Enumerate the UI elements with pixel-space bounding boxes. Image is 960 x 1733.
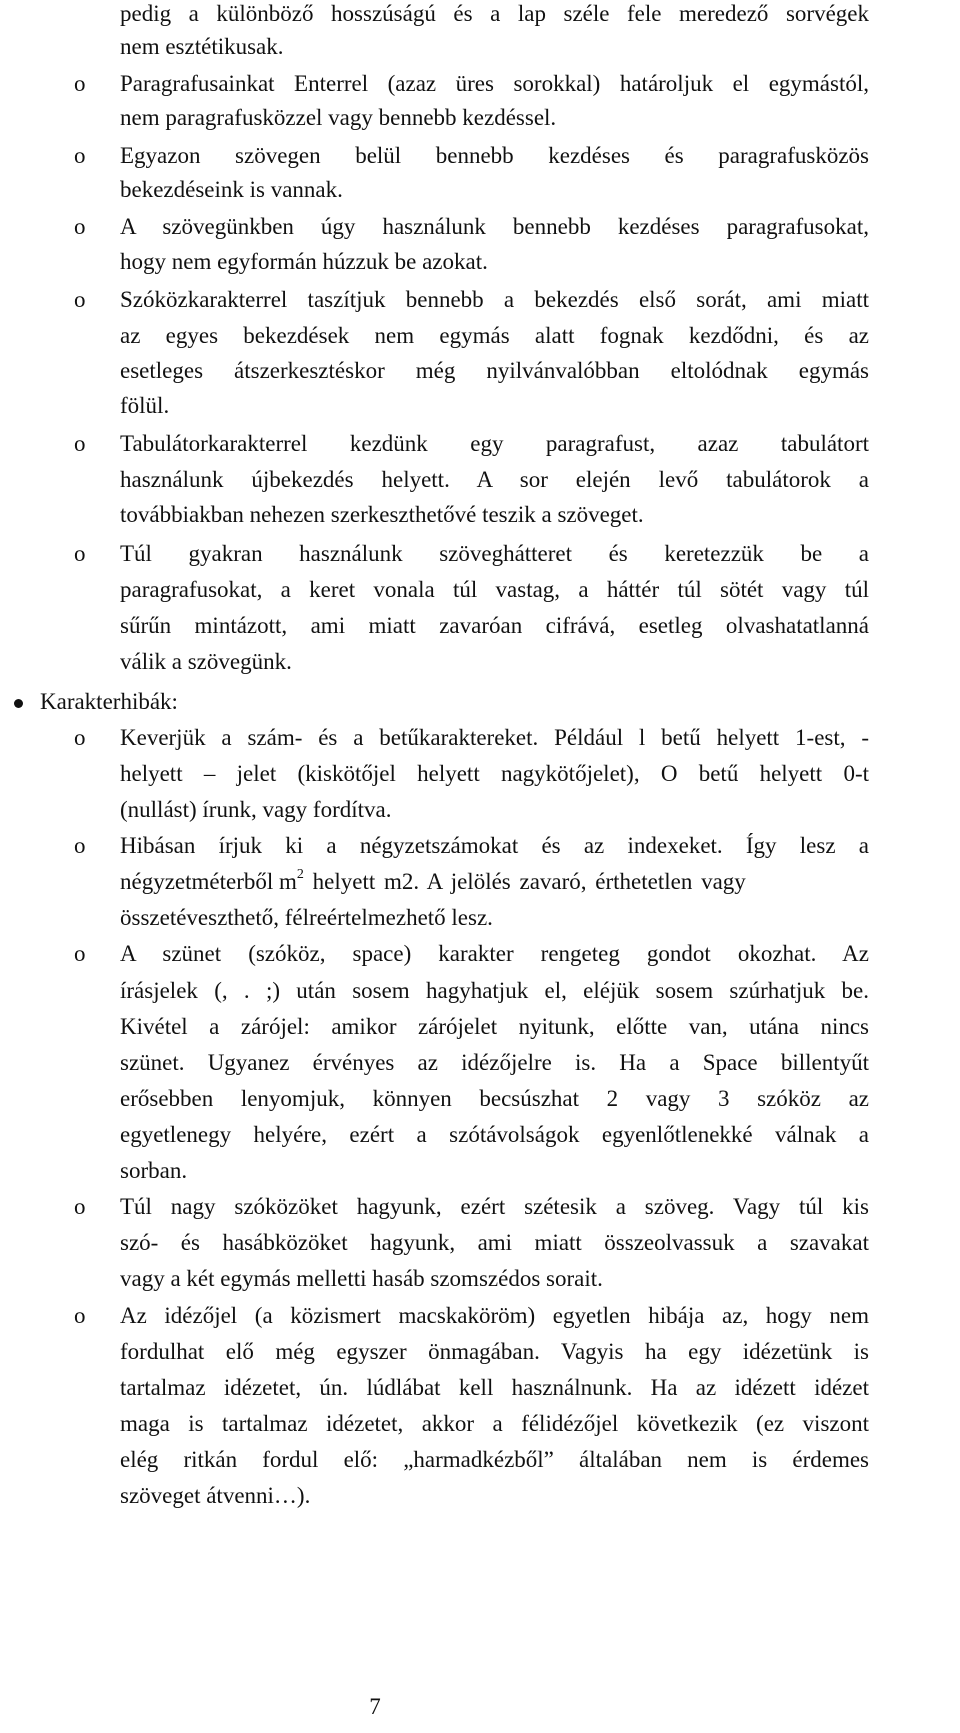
text-line: nem paragrafusközzel vagy bennebb kezdéssel. [120,105,557,130]
sub-bullet-marker: o [74,71,86,96]
text-line: Túl gyakran használunk szöveghátteret és keretezzük be a [120,541,869,566]
text-line: helyett – jelet (kiskötőjel helyett nagykötőjelet), O betű helyett 0-t [120,761,869,786]
text-line: szöveget átvenni…). [120,1483,311,1508]
text-line: vagy a két egymás melletti hasáb szomszédos sorait. [120,1266,603,1291]
text-line: Keverjük a szám- és a betűkaraktereket. Például l betű helyett 1-est, - [120,725,869,750]
text-line: fordulhat elő még egyszer önmagában. Vagyis ha egy idézetünk is [120,1339,869,1364]
superscript-two: 2 [296,867,304,883]
text-line: használunk újbekezdés helyett. A sor elején levő tabulátorok a [120,467,869,492]
text-line: válik a szövegünk. [120,649,292,674]
page-number: 7 [369,1694,381,1719]
text-line: Szóközkarakterrel taszítjuk bennebb a bekezdés első sorát, ami miatt [120,287,869,312]
text-line: Kivétel a zárójel: amikor zárójelet nyitunk, előtte van, utána nincs [120,1014,869,1039]
text-line: egyetlenegy helyére, ezért a szótávolságok egyenlőtlenekké válnak a [120,1122,869,1147]
text-line: sorban. [120,1158,188,1183]
sub-bullet-marker: o [74,1303,86,1328]
text-line: Egyazon szövegen belül bennebb kezdéses és paragrafusközös [120,143,869,168]
text-line: nem esztétikusak. [120,34,284,59]
sub-bullet-marker: o [74,941,86,966]
text-line-superscript [120,868,869,896]
text-line: (nullást) írunk, vagy fordítva. [120,797,392,822]
sub-bullet-marker: o [74,214,86,239]
sub-bullet-marker: o [74,287,86,312]
sub-bullet-marker: o [74,143,86,168]
text-line: Túl nagy szóközöket hagyunk, ezért szétesik a szöveg. Vagy túl kis [120,1194,869,1219]
text-line: továbbiakban nehezen szerkeszthetővé teszik a szöveget. [120,502,644,527]
text-line: A szövegünkben úgy használunk bennebb kezdéses paragrafusokat, [120,214,869,239]
text-line: fölül. [120,393,170,418]
text-fragment: négyzetméterből m [120,869,297,894]
text-line: pedig a különböző hosszúságú és a lap széle fele meredező sorvégek [120,1,869,26]
text-line: esetleges átszerkesztéskor még nyilvánvalóbban eltolódnak egymás [120,358,869,383]
text-line: hogy nem egyformán húzzuk be azokat. [120,249,488,274]
text-line: Hibásan írjuk ki a négyzetszámokat és az indexeket. Így lesz a [120,833,869,858]
sub-bullet-marker: o [74,725,86,750]
section-heading: Karakterhibák: [40,689,178,714]
sub-bullet-marker: o [74,541,86,566]
text-line: maga is tartalmaz idézetet, akkor a félidézőjel következik (ez viszont [120,1411,869,1436]
text-line: paragrafusokat, a keret vonala túl vastag, a háttér túl sötét vagy túl [120,577,869,602]
text-line: erősebben lenyomjuk, könnyen becsúszhat 2 vagy 3 szóköz az [120,1086,869,1111]
text-line: tartalmaz idézetet, ún. lúdlábat kell használnunk. Ha az idézett idézet [120,1375,869,1400]
text-line: sűrűn mintázott, ami miatt zavaróan cifrává, esetleg olvashatatlanná [120,613,869,638]
text-line: összetéveszthető, félreértelmezhető lesz. [120,905,493,930]
text-fragment: helyett m2. A jelölés zavaró, érthetetlen vagy [303,869,746,894]
text-line: Az idézőjel (a közismert macskaköröm) egyetlen hibája az, hogy nem [120,1303,869,1328]
bullet-dot-icon [14,699,23,708]
sub-bullet-marker: o [74,833,86,858]
text-line: elég ritkán fordul elő: „harmadkézből” általában nem is érdemes [120,1447,869,1472]
text-line: szó- és hasábközöket hagyunk, ami miatt összeolvassuk a szavakat [120,1230,869,1255]
text-line: Paragrafusainkat Enterrel (azaz üres sorokkal) határoljuk el egymástól, [120,71,869,96]
sub-bullet-marker: o [74,1194,86,1219]
text-line: szünet. Ugyanez érvényes az idézőjelre is. Ha a Space billentyűt [120,1050,869,1075]
text-line: az egyes bekezdések nem egymás alatt fognak kezdődni, és az [120,323,869,348]
sub-bullet-marker: o [74,431,86,456]
text-line: írásjelek (, . ;) után sosem hagyhatjuk el, eléjük sosem szúrhatjuk be. [120,978,869,1003]
text-line: Tabulátorkarakterrel kezdünk egy paragrafust, azaz tabulátort [120,431,869,456]
text-line: A szünet (szóköz, space) karakter rengeteg gondot okozhat. Az [120,941,869,966]
text-line: bekezdéseink is vannak. [120,177,343,202]
